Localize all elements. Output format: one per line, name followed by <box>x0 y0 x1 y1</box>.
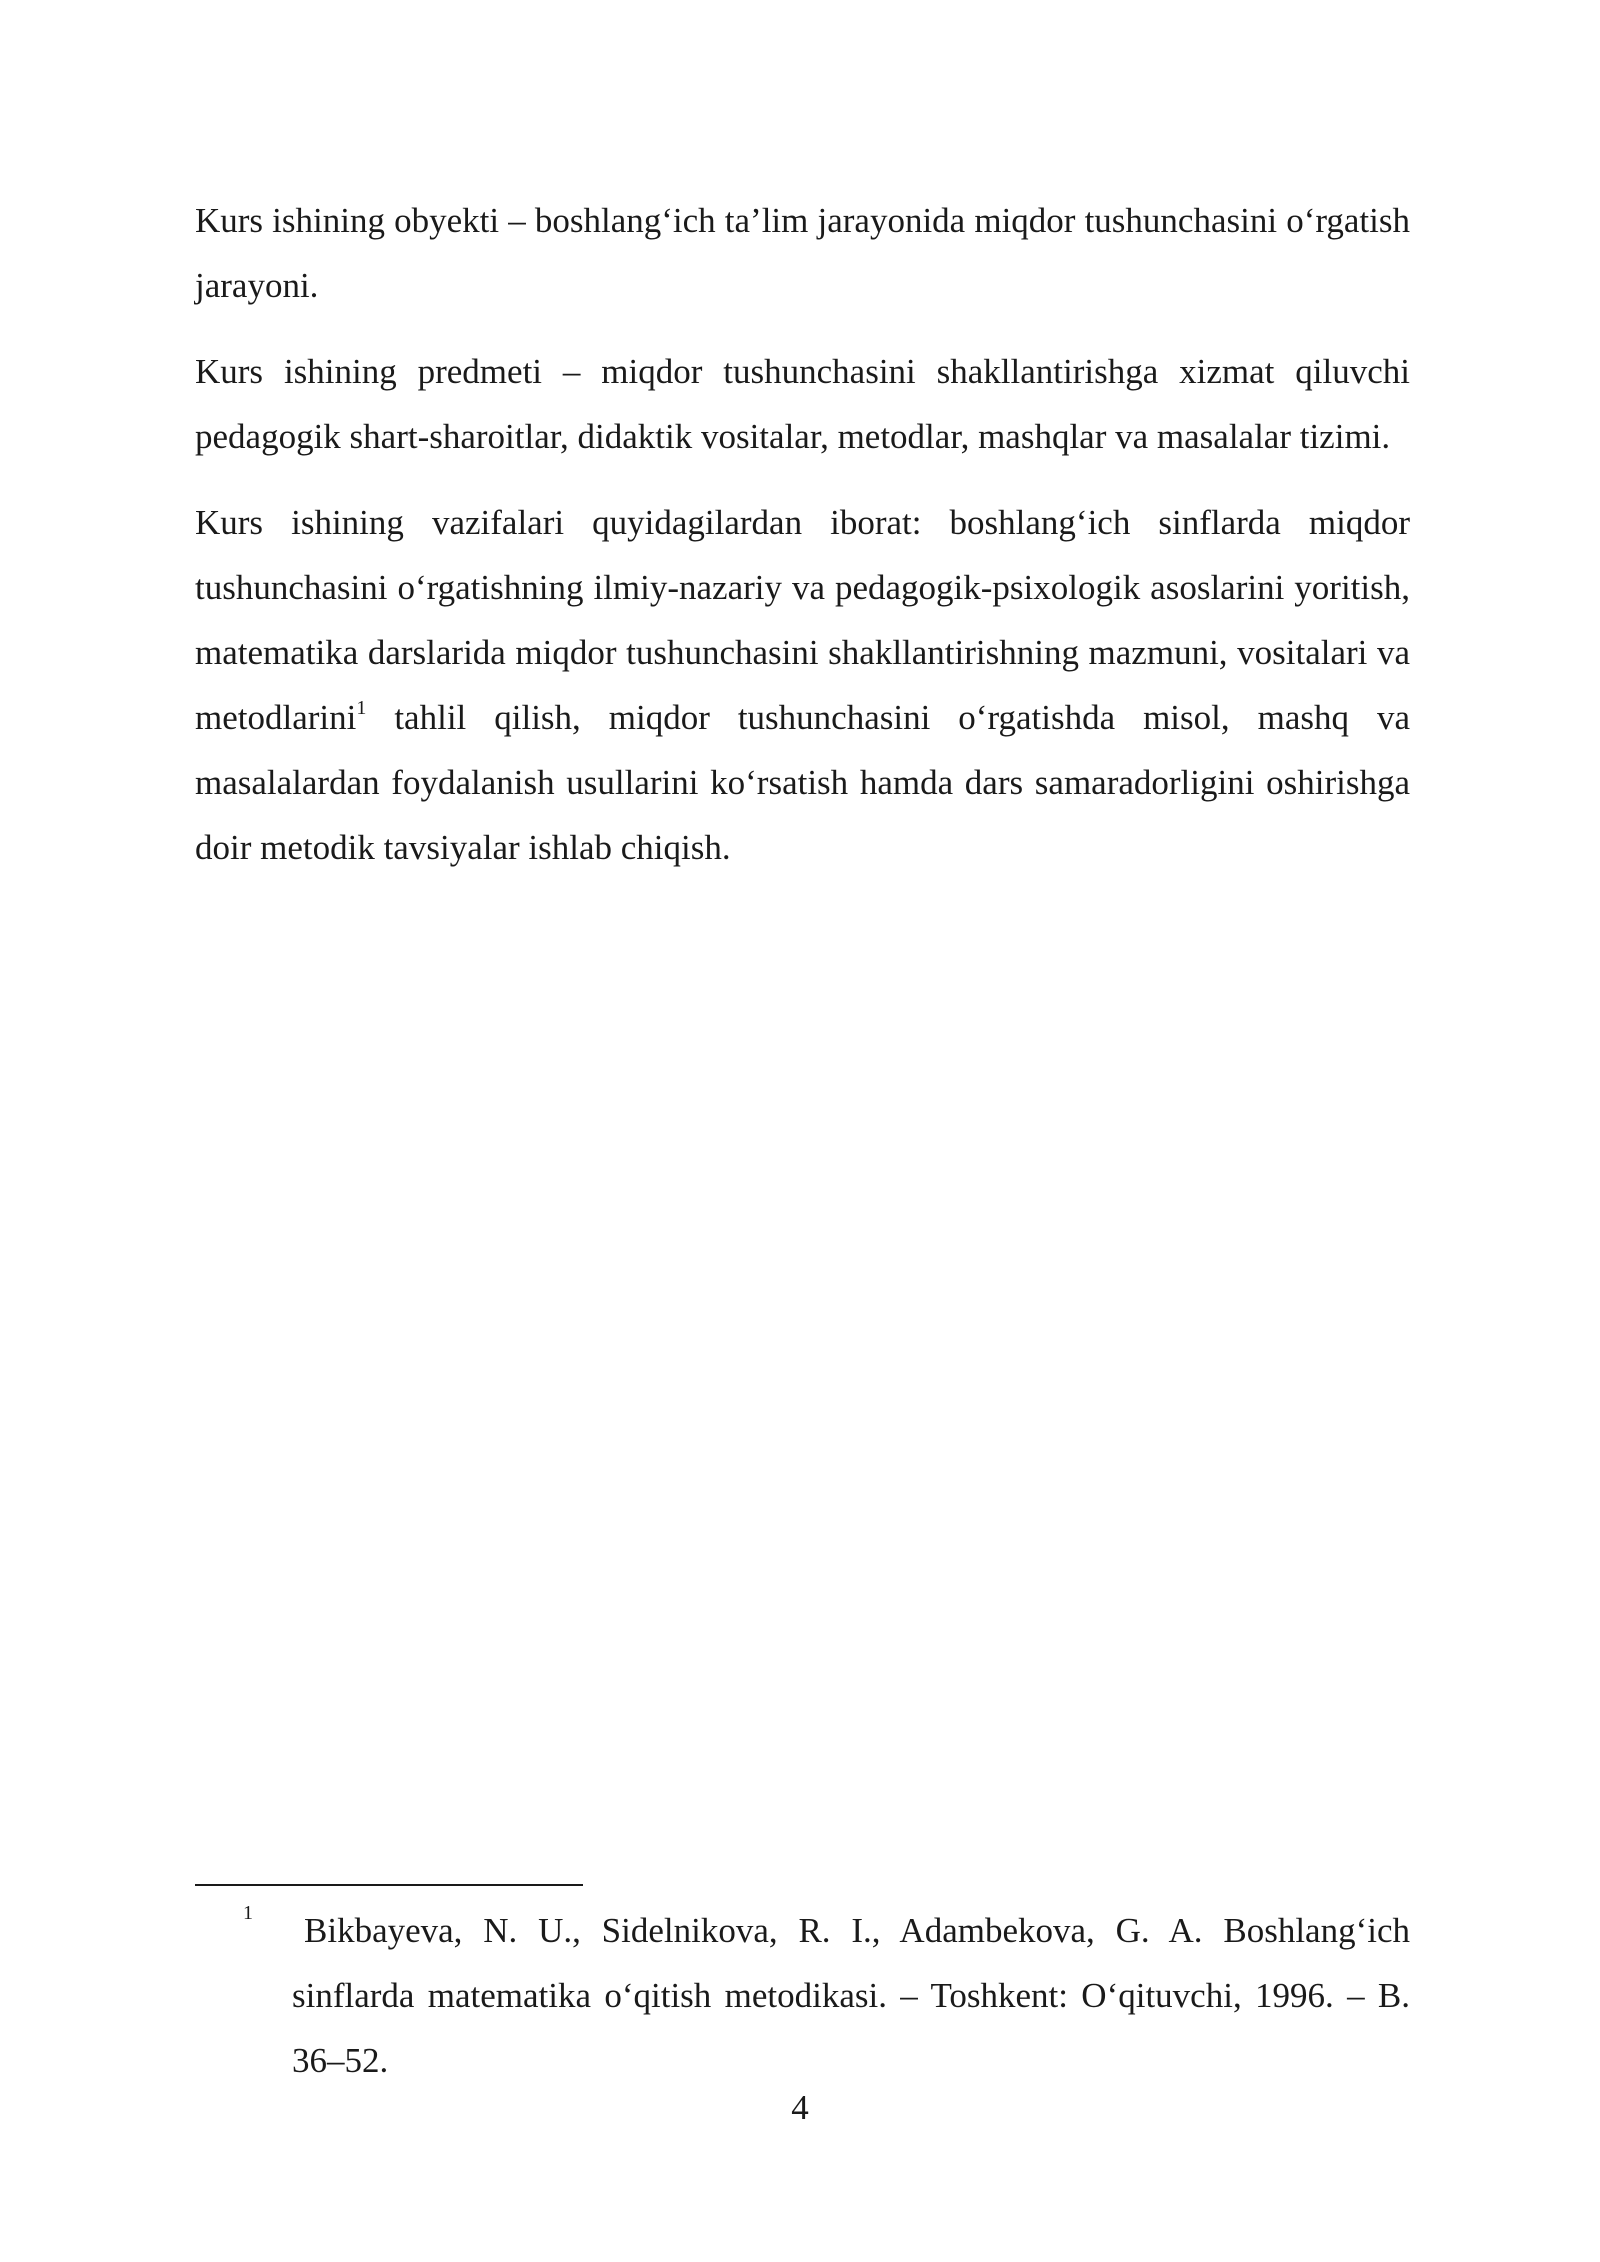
paragraph-object: Kurs ishining obyekti – boshlang‘ich ta’lim jarayonida miqdor tushunchasini o‘rgatish jarayoni. <box>195 201 1410 305</box>
page-number: 4 <box>791 2088 809 2127</box>
footnote-reference: 1 <box>356 697 367 720</box>
paragraph-tasks-text-end: tahlil qilish, miqdor tushunchasini o‘rgatishda misol, mashq va masalalardan foydalanish usullarini ko‘rsatish hamda dars samaradorligini oshirishga doir metodik tavsiyalar ishlab chiqish. <box>195 698 1410 867</box>
footnote-separator <box>195 1884 583 1886</box>
paragraph-tasks <box>195 490 1410 880</box>
paragraph-subject: Kurs ishining predmeti – miqdor tushunchasini shakllantirishga xizmat qiluvchi pedagogik shart-sharoitlar, didaktik vositalar, metodlar, mashqlar va masalalar tizimi. <box>195 352 1410 456</box>
footnote-text: Bikbayeva, N. U., Sidelnikova, R. I., Adambekova, G. A. Boshlang‘ich sinflarda matematika o‘qitish metodikasi. – Toshkent: O‘qituvchi, 1996. – B. 36–52. <box>292 1911 1410 2080</box>
body-text <box>195 188 1410 901</box>
footnote-marker: 1 <box>243 1902 253 1924</box>
paragraph-tasks-text-start: Kurs ishining vazifalari quyidagilardan iborat: boshlang‘ich sinflarda miqdor tushunchasini o‘rgatishning ilmiy-nazariy va pedagogik-psixologik asoslarini yoritish, matematika darslarida miqdor tushunchasini shakllantirishning mazmuni, vositalari va metodlarini <box>195 503 1410 737</box>
footnote <box>195 1898 1410 2093</box>
